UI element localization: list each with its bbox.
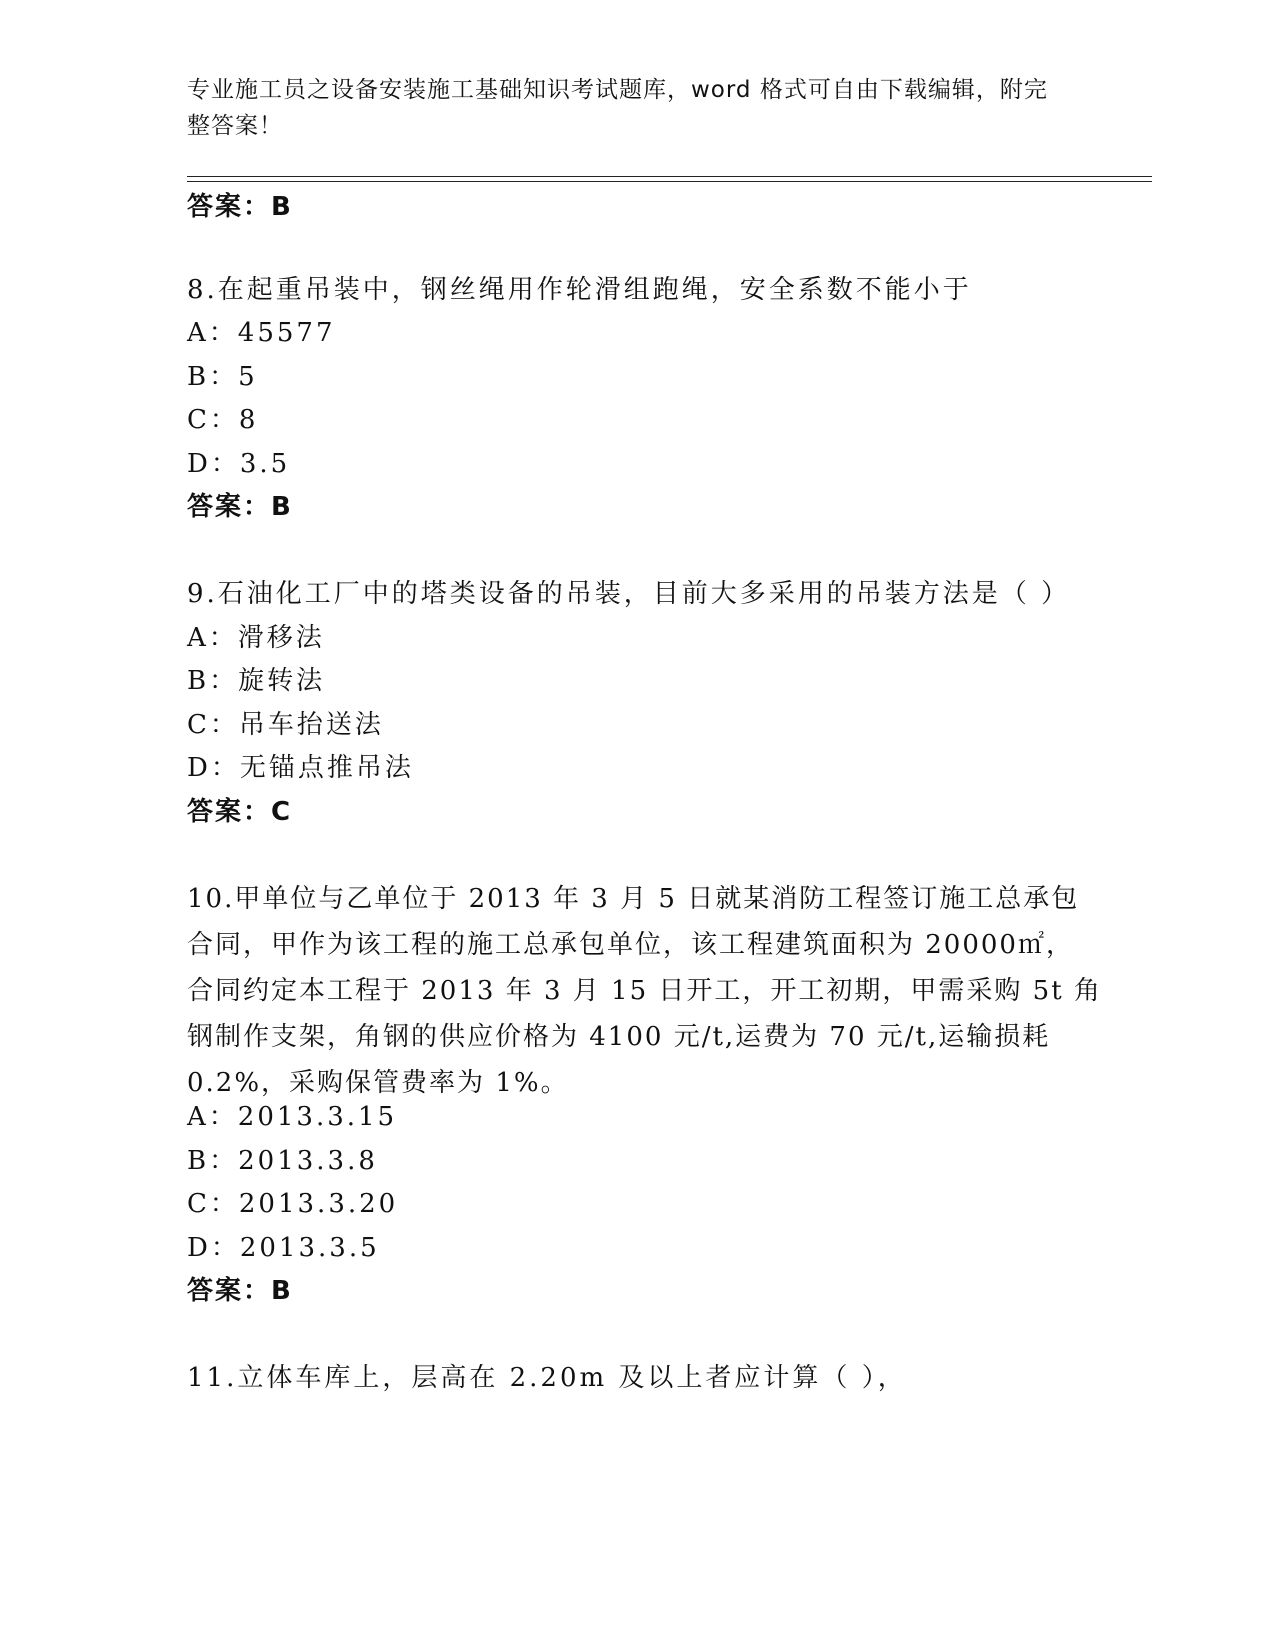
header-line-2: 整答案！: [187, 113, 283, 139]
header-line-1: 专业施工员之设备安装施工基础知识考试题库，word 格式可自由下载编辑，附完: [187, 77, 1048, 103]
question-10-answer: 答案：B: [187, 1276, 293, 1306]
header-divider-bottom: [187, 181, 1152, 182]
question-10-stem-line-4: 钢制作支架，角钢的供应价格为 4100 元/t,运费为 70 元/t,运输损耗: [187, 1022, 1051, 1052]
question-10-option-b: B：2013.3.8: [187, 1146, 378, 1176]
question-9-option-b: B：旋转法: [187, 666, 326, 696]
header-divider-top: [187, 176, 1152, 177]
question-8-option-b: B：5: [187, 362, 258, 392]
question-10-stem-line-1: 10.甲单位与乙单位于 2013 年 3 月 5 日就某消防工程签订施工总承包: [187, 884, 1080, 914]
question-9-answer: 答案：C: [187, 797, 293, 827]
answer-previous: 答案：B: [187, 192, 293, 222]
question-10-stem-line-2: 合同，甲作为该工程的施工总承包单位，该工程建筑面积为 20000㎡，: [187, 930, 1074, 960]
question-9-option-c: C：吊车抬送法: [187, 710, 384, 740]
question-9-option-a: A：滑移法: [187, 623, 325, 653]
question-10-option-a: A：2013.3.15: [187, 1102, 398, 1132]
document-header: [187, 72, 1067, 144]
question-8-stem: 8.在起重吊装中，钢丝绳用作轮滑组跑绳，安全系数不能小于: [187, 275, 972, 305]
question-9-stem: 9.石油化工厂中的塔类设备的吊装，目前大多采用的吊装方法是（ ）: [187, 579, 1071, 609]
question-10-stem-line-3: 合同约定本工程于 2013 年 3 月 15 日开工，开工初期，甲需采购 5t 角: [187, 976, 1102, 1006]
question-8-option-c: C：8: [187, 405, 259, 435]
question-8-option-d: D：3.5: [187, 449, 291, 479]
question-8-option-a: A：45577: [187, 318, 336, 348]
question-10-stem: [187, 876, 1102, 1106]
question-11-stem: 11.立体车库上，层高在 2.20m 及以上者应计算（ ），: [187, 1363, 907, 1393]
question-10-option-d: D：2013.3.5: [187, 1233, 380, 1263]
question-10-option-c: C：2013.3.20: [187, 1189, 399, 1219]
question-10-stem-line-5: 0.2%，采购保管费率为 1%。: [187, 1068, 569, 1098]
question-9-option-d: D：无锚点推吊法: [187, 753, 414, 783]
question-8-answer: 答案：B: [187, 492, 293, 522]
